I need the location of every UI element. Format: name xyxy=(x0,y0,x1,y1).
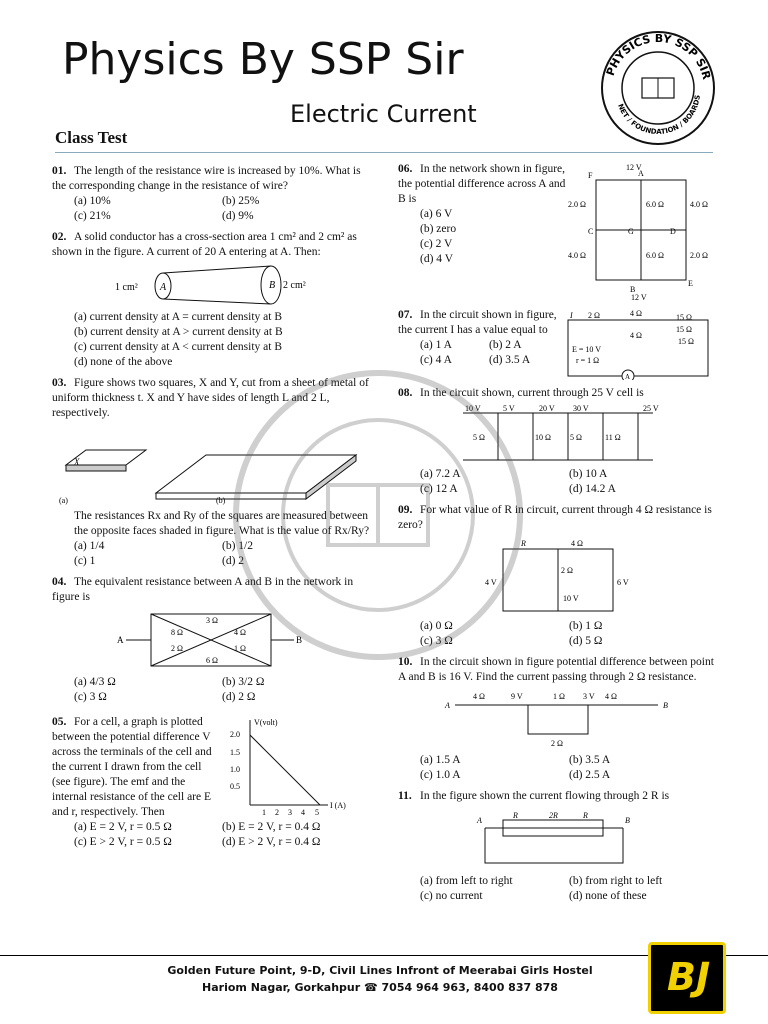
question-text: In the circuit shown, current through 25 V cell is xyxy=(420,387,644,399)
option-d: (d) 3.5 A xyxy=(489,354,531,366)
question-9 xyxy=(398,503,718,649)
option-d: (d) 2.5 A xyxy=(569,769,611,781)
svg-text:11 Ω: 11 Ω xyxy=(605,433,621,442)
svg-text:15 Ω: 15 Ω xyxy=(676,313,692,322)
question-8 xyxy=(398,386,718,497)
network-figure xyxy=(116,609,306,671)
seal-logo-icon xyxy=(598,28,718,148)
option-a: (a) 10% xyxy=(74,195,111,207)
question-number: 08. xyxy=(398,387,413,399)
svg-text:B: B xyxy=(630,285,636,294)
network-6-figure xyxy=(566,162,716,302)
svg-text:B: B xyxy=(296,635,303,645)
option-a: (a) 6 V xyxy=(420,208,453,220)
option-d: (d) none of these xyxy=(569,890,647,902)
svg-text:2.0: 2.0 xyxy=(230,730,240,739)
page-title: Physics By SSP Sir xyxy=(62,34,464,85)
vi-graph xyxy=(220,715,360,815)
option-b: (b) 1 Ω xyxy=(569,620,603,632)
svg-text:15 Ω: 15 Ω xyxy=(678,337,694,346)
svg-text:4.0 Ω: 4.0 Ω xyxy=(690,200,708,209)
svg-text:20 V: 20 V xyxy=(539,405,555,413)
svg-text:6.0 Ω: 6.0 Ω xyxy=(646,200,664,209)
circuit-8-figure xyxy=(443,405,673,463)
label-area-b: 2 cm² xyxy=(283,280,306,291)
option-c: (c) current density at A < current density at B xyxy=(74,341,282,353)
page-subtitle: Electric Current xyxy=(290,100,477,128)
question-number: 02. xyxy=(52,231,67,243)
option-c: (c) 4 A xyxy=(420,354,452,366)
option-a: (a) E = 2 V, r = 0.5 Ω xyxy=(74,821,172,833)
question-number: 09. xyxy=(398,504,413,516)
squares-figure xyxy=(56,425,366,505)
svg-text:D: D xyxy=(670,227,676,236)
svg-text:10 V: 10 V xyxy=(465,405,481,413)
option-c: (c) 2 V xyxy=(420,238,453,250)
option-b: (b) 10 A xyxy=(569,468,608,480)
svg-text:2: 2 xyxy=(275,808,279,815)
svg-text:A: A xyxy=(117,635,124,645)
option-d: (d) E > 2 V, r = 0.4 Ω xyxy=(222,836,321,848)
section-title: Class Test xyxy=(55,128,128,147)
option-c: (c) E > 2 V, r = 0.5 Ω xyxy=(74,836,172,848)
question-number: 04. xyxy=(52,576,67,588)
svg-text:A: A xyxy=(638,169,644,178)
svg-text:(b): (b) xyxy=(216,496,226,505)
option-c: (c) no current xyxy=(420,890,483,902)
option-a: (a) 1.5 A xyxy=(420,754,461,766)
option-a: (a) current density at A = current density at B xyxy=(74,311,282,323)
svg-text:8 Ω: 8 Ω xyxy=(171,628,183,637)
left-column xyxy=(52,164,370,856)
option-b: (b) 2 A xyxy=(489,339,522,351)
option-b: (b) 1/2 xyxy=(222,540,253,552)
svg-text:2 Ω: 2 Ω xyxy=(171,644,183,653)
svg-text:4 Ω: 4 Ω xyxy=(630,309,642,318)
svg-text:R: R xyxy=(521,539,526,548)
header-rule xyxy=(55,152,713,153)
option-a: (a) 4/3 Ω xyxy=(74,676,116,688)
svg-text:25 V: 25 V xyxy=(643,405,659,413)
option-b: (b) 3/2 Ω xyxy=(222,676,265,688)
svg-text:r = 1 Ω: r = 1 Ω xyxy=(576,356,600,365)
conductor-figure xyxy=(111,264,311,306)
question-2 xyxy=(52,230,370,370)
option-c: (c) 3 Ω xyxy=(420,635,453,647)
question-text: In the circuit shown in figure, the current I has a value equal to xyxy=(398,309,557,336)
svg-text:F: F xyxy=(588,171,593,180)
question-text: Figure shows two squares, X and Y, cut from a sheet of metal of uniform thickness t. X and Y have sides of length L and 2 L, respectively. xyxy=(52,377,369,419)
question-text: The equivalent resistance between A and B in the network in figure is xyxy=(52,576,354,603)
question-7 xyxy=(398,308,718,380)
question-number: 01. xyxy=(52,165,67,177)
svg-text:2.0 Ω: 2.0 Ω xyxy=(690,251,708,260)
label-b: B xyxy=(269,280,276,291)
svg-text:10 Ω: 10 Ω xyxy=(535,433,551,442)
svg-text:3 V: 3 V xyxy=(583,692,595,701)
svg-text:A: A xyxy=(445,701,450,710)
question-5 xyxy=(52,715,370,850)
question-number: 03. xyxy=(52,377,67,389)
option-d: (d) 14.2 A xyxy=(569,483,616,495)
question-text: The length of the resistance wire is increased by 10%. What is the corresponding change in the resistance of wire? xyxy=(52,165,361,192)
svg-text:1 Ω: 1 Ω xyxy=(553,692,565,701)
svg-text:6 V: 6 V xyxy=(617,578,629,587)
circuit-10-figure xyxy=(443,689,673,749)
option-b: (b) E = 2 V, r = 0.4 Ω xyxy=(222,821,321,833)
option-d: (d) none of the above xyxy=(74,356,173,368)
label-a: A xyxy=(160,282,167,293)
svg-text:6 Ω: 6 Ω xyxy=(206,656,218,665)
option-c: (c) 21% xyxy=(74,210,111,222)
question-number: 10. xyxy=(398,656,413,668)
question-number: 07. xyxy=(398,309,413,321)
svg-text:1 Ω: 1 Ω xyxy=(234,644,246,653)
svg-text:A: A xyxy=(477,816,482,825)
option-c: (c) 12 A xyxy=(420,483,458,495)
svg-text:R: R xyxy=(583,811,588,820)
svg-text:NET / FOUNDATION / BOARDS: NET / FOUNDATION / BOARDS xyxy=(616,94,702,137)
question-number: 11. xyxy=(398,790,412,802)
question-number: 06. xyxy=(398,163,413,175)
svg-text:30 V: 30 V xyxy=(573,405,589,413)
question-11 xyxy=(398,789,718,904)
svg-text:15 Ω: 15 Ω xyxy=(676,325,692,334)
svg-text:B: B xyxy=(625,816,630,825)
option-d: (d) 9% xyxy=(222,210,254,222)
svg-text:2.0 Ω: 2.0 Ω xyxy=(568,200,586,209)
option-d: (d) 4 V xyxy=(420,253,454,265)
option-d: (d) 2 xyxy=(222,555,245,567)
question-text: In the network shown in figure, the potential difference across A and B is xyxy=(398,163,566,205)
svg-text:(a): (a) xyxy=(59,496,68,505)
option-c: (c) 3 Ω xyxy=(74,691,107,703)
svg-text:4.0 Ω: 4.0 Ω xyxy=(568,251,586,260)
right-column xyxy=(398,162,718,910)
svg-text:A: A xyxy=(625,373,631,380)
svg-text:5: 5 xyxy=(315,808,319,815)
option-c: (c) 1 xyxy=(74,555,96,567)
option-a: (a) 0 Ω xyxy=(420,620,453,632)
option-a: (a) 1/4 xyxy=(74,540,105,552)
svg-text:3 Ω: 3 Ω xyxy=(206,616,218,625)
option-a: (a) 1 A xyxy=(420,339,452,351)
svg-text:E: E xyxy=(688,279,693,288)
svg-text:1.5: 1.5 xyxy=(230,748,240,757)
option-b: (b) 3.5 A xyxy=(569,754,611,766)
label-area-a: 1 cm² xyxy=(115,282,138,293)
v-axis-label: V(volt) xyxy=(254,718,278,727)
circuit-11-figure xyxy=(473,808,643,870)
svg-text:5 Ω: 5 Ω xyxy=(473,433,485,442)
svg-text:5 V: 5 V xyxy=(503,405,515,413)
svg-text:12 V: 12 V xyxy=(626,163,642,172)
circuit-9-figure xyxy=(483,537,633,615)
svg-text:C: C xyxy=(588,227,594,236)
option-a: (a) from left to right xyxy=(420,875,513,887)
svg-text:10 V: 10 V xyxy=(563,594,579,603)
svg-text:12 V: 12 V xyxy=(631,293,647,302)
brand-logo-text: BJ xyxy=(667,955,711,999)
option-a: (a) 7.2 A xyxy=(420,468,461,480)
option-d: (d) 5 Ω xyxy=(569,635,603,647)
svg-text:1: 1 xyxy=(262,808,266,815)
svg-text:2 Ω: 2 Ω xyxy=(551,739,563,748)
svg-text:4 Ω: 4 Ω xyxy=(234,628,246,637)
svg-text:5 Ω: 5 Ω xyxy=(570,433,582,442)
circuit-7-figure xyxy=(558,308,713,380)
svg-text:1.0: 1.0 xyxy=(230,765,240,774)
svg-text:9 V: 9 V xyxy=(511,692,523,701)
option-b: (b) zero xyxy=(420,223,457,235)
svg-text:4 Ω: 4 Ω xyxy=(473,692,485,701)
svg-text:X: X xyxy=(74,457,80,467)
svg-text:I: I xyxy=(570,311,573,320)
svg-text:2 Ω: 2 Ω xyxy=(588,311,600,320)
question-text: In the figure shown the current flowing through 2 R is xyxy=(420,790,670,802)
svg-text:4 Ω: 4 Ω xyxy=(630,331,642,340)
footer xyxy=(120,962,640,996)
question-text-2: The resistances Rx and Ry of the squares are measured between the opposite faces shaded in figure. What is the value of Rx/Ry? xyxy=(74,510,370,537)
question-6 xyxy=(398,162,718,302)
option-b: (b) from right to left xyxy=(569,875,663,887)
svg-text:0.5: 0.5 xyxy=(230,782,240,791)
svg-text:3: 3 xyxy=(288,808,292,815)
question-1 xyxy=(52,164,370,224)
question-3 xyxy=(52,376,370,569)
option-c: (c) 1.0 A xyxy=(420,769,461,781)
option-b: (b) current density at A > current density at B xyxy=(74,326,283,338)
svg-text:4 V: 4 V xyxy=(485,578,497,587)
question-text: A solid conductor has a cross-section area 1 cm² and 2 cm² as shown in the figure. A current of 20 A entering at A. Then: xyxy=(52,231,357,258)
svg-text:2R: 2R xyxy=(549,811,558,820)
question-text: For a cell, a graph is plotted between the potential difference V across the terminals of the cell and the current I drawn from the cell (see figure). The emf and the internal resistance of the cell are E and r, respectively. Then xyxy=(52,716,212,818)
svg-text:E = 10 V: E = 10 V xyxy=(572,345,602,354)
svg-text:4: 4 xyxy=(301,808,305,815)
svg-text:B: B xyxy=(663,701,668,710)
footer-address: Golden Future Point, 9-D, Civil Lines Infront of Meerabai Girls Hostel xyxy=(167,964,593,977)
svg-text:PHYSICS BY SSP SIR: PHYSICS BY SSP SIR xyxy=(603,31,714,81)
brand-logo-icon xyxy=(648,942,726,1014)
option-b: (b) 25% xyxy=(222,195,260,207)
svg-text:R: R xyxy=(513,811,518,820)
i-axis-label: I (A) xyxy=(330,801,346,810)
question-text: In the circuit shown in figure potential difference between point A and B is 16 V. Find the current passing through 2 Ω resistance. xyxy=(398,656,714,683)
option-d: (d) 2 Ω xyxy=(222,691,256,703)
question-text: For what value of R in circuit, current through 4 Ω resistance is zero? xyxy=(398,504,712,531)
question-4 xyxy=(52,575,370,705)
question-10 xyxy=(398,655,718,783)
svg-text:4 Ω: 4 Ω xyxy=(605,692,617,701)
svg-text:2 Ω: 2 Ω xyxy=(561,566,573,575)
svg-text:4 Ω: 4 Ω xyxy=(571,539,583,548)
svg-text:G: G xyxy=(628,227,634,236)
question-number: 05. xyxy=(52,716,67,728)
footer-contact: Hariom Nagar, Gorkahpur ☎ 7054 964 963, 8400 837 878 xyxy=(202,981,558,994)
svg-text:6.0 Ω: 6.0 Ω xyxy=(646,251,664,260)
